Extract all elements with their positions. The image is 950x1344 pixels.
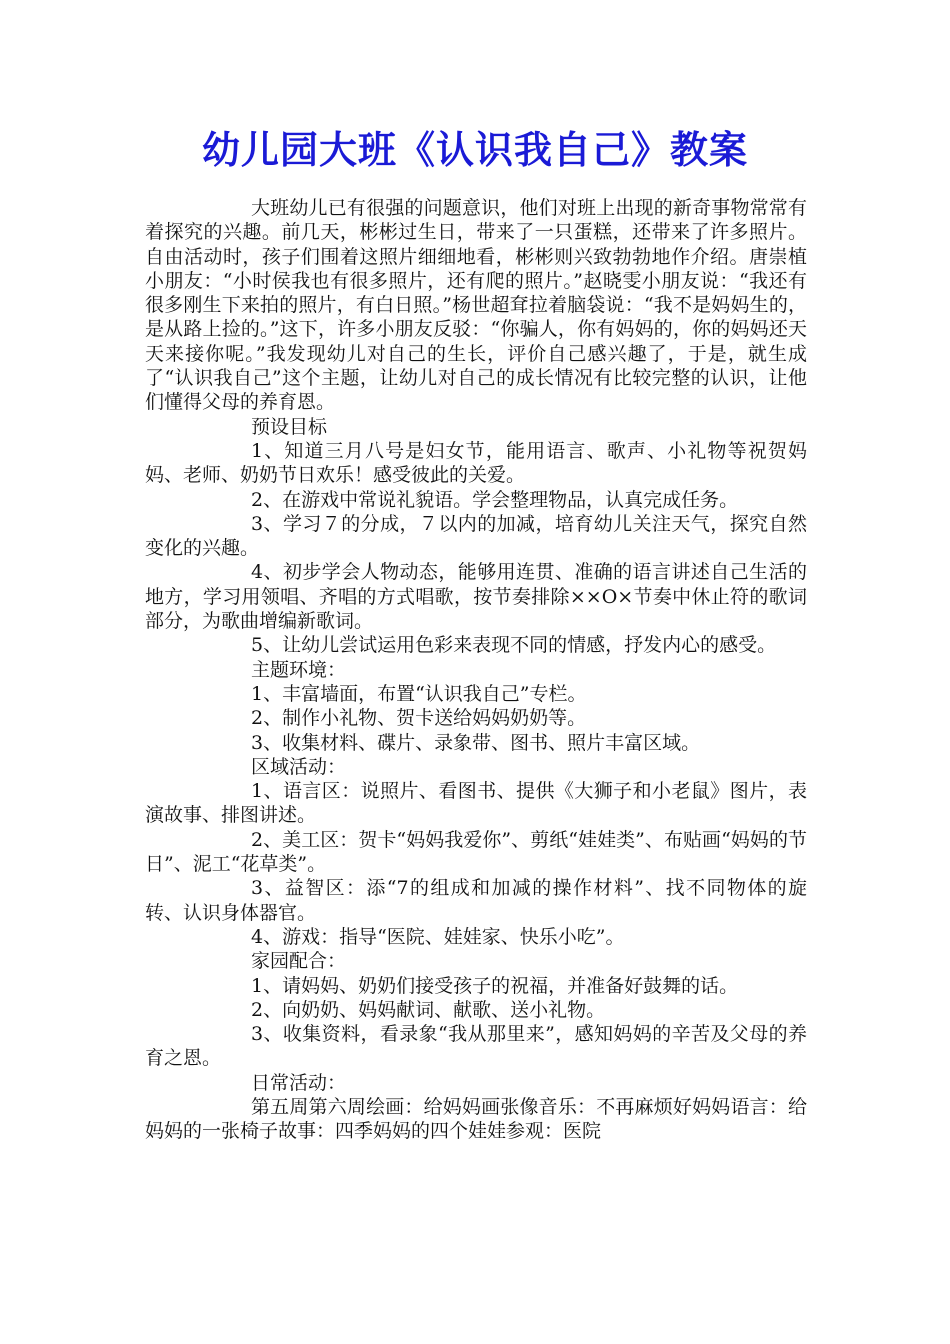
daily-item-1: 第五周第六周绘画：给妈妈画张像音乐：不再麻烦好妈妈语言：给妈妈的一张椅子故事：四季妈妈的四个娃娃参观：医院 <box>145 1095 807 1143</box>
environment-item-3: 3、收集材料、碟片、录象带、图书、照片丰富区域。 <box>251 731 701 754</box>
home-item-1: 1、请妈妈、奶奶们接受孩子的祝福，并准备好鼓舞的话。 <box>251 974 739 997</box>
goal-item-1: 1、知道三月八号是妇女节，能用语言、歌声、小礼物等祝贺妈妈、老师、奶奶节日欢乐！感受彼此的关爱。 <box>145 439 807 487</box>
goal-item-3: 3、学习７的分成，７以内的加减，培育幼儿关注天气，探究自然变化的兴趣。 <box>145 512 807 560</box>
goal-item-4: 4、初步学会人物动态，能够用连贯、准确的语言讲述自己生活的地方，学习用领唱、齐唱的方式唱歌，按节奏排除××O×节奏中休止符的歌词部分，为歌曲增编新歌词。 <box>145 561 807 633</box>
section-heading-daily: 日常活动： <box>251 1071 347 1094</box>
intro-paragraph: 大班幼儿已有很强的问题意识，他们对班上出现的新奇事物常常有着探究的兴趣。前几天，彬彬过生日，带来了一只蛋糕，还带来了许多照片。自由活动时，孩子们围着这照片细细地看，彬彬则兴致勃勃地作介绍。唐崇植小朋友：“小时侯我也有很多照片，还有爬的照片。”赵晓雯小朋友说：“我还有很多刚生下来拍的照片，有白日照。”杨世超耷拉着脑袋说：“我不是妈妈生的，是从路上捡的。”这下，许多小朋友反驳：“你骗人，你有妈妈的，你的妈妈还天天来接你呢。”我发现幼儿对自己的生长，评价自己感兴趣了，于是，就生成了“认识我自己”这个主题，让幼儿对自己的成长情况有比较完整的认识，让他们懂得父母的养育恩。 <box>145 197 807 414</box>
document-title: 幼儿园大班《认识我自己》教案 <box>201 127 748 172</box>
document-body <box>145 196 807 1144</box>
area-item-2: 2、美工区：贺卡“妈妈我爱你”、剪纸“娃娃类”、布贴画“妈妈的节日”、泥工“花草类”。 <box>145 828 807 876</box>
section-heading-areas: 区域活动： <box>251 755 347 778</box>
environment-item-2: 2、制作小礼物、贺卡送给妈妈奶奶等。 <box>251 707 587 730</box>
area-item-1: 1、语言区：说照片、看图书、提供《大狮子和小老鼠》图片，表演故事、排图讲述。 <box>145 780 807 827</box>
section-heading-goals: 预设目标 <box>251 415 328 438</box>
home-item-2: 2、向奶奶、妈妈献词、献歌、送小礼物。 <box>251 998 606 1021</box>
area-item-4: 4、游戏：指导“医院、娃娃家、快乐小吃”。 <box>251 925 625 948</box>
home-item-3: 3、收集资料，看录象“我从那里来”，感知妈妈的辛苦及父母的养育之恩。 <box>145 1023 807 1070</box>
area-item-3: 3、益智区：添“7的组成和加减的操作材料”、找不同物体的旋转、认识身体器官。 <box>145 877 807 924</box>
section-heading-environment: 主题环境： <box>251 658 347 681</box>
section-heading-home: 家园配合： <box>251 950 347 973</box>
goal-item-5: 5、让幼儿尝试运用色彩来表现不同的情感，抒发内心的感受。 <box>251 634 777 657</box>
goal-item-2: 2、在游戏中常说礼貌语。学会整理物品，认真完成任务。 <box>251 488 739 511</box>
environment-item-1: 1、丰富墙面，布置“认识我自己”专栏。 <box>251 682 587 705</box>
